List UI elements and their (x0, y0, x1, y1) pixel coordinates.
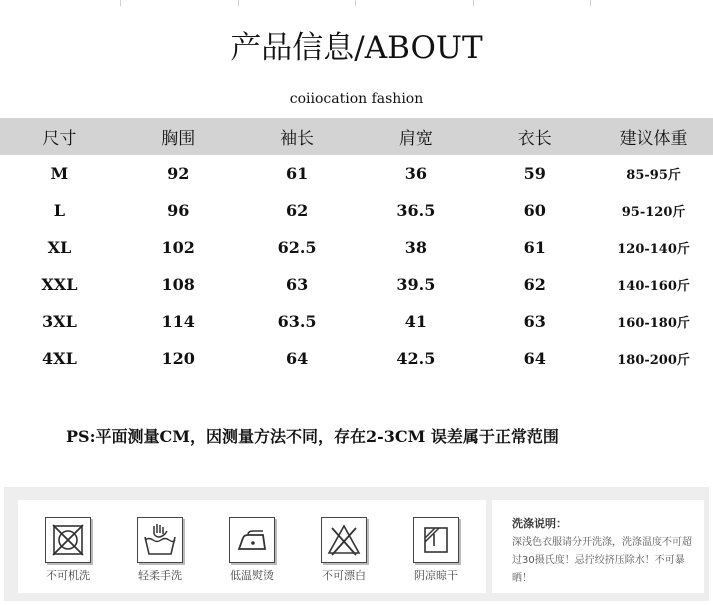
cell-chest: 120 (161, 349, 195, 368)
cell-sleeve: 64 (285, 349, 309, 368)
cell-size: 4XL (42, 349, 77, 368)
no-bleach-icon (321, 517, 367, 563)
cell-shoulder: 36.5 (396, 201, 436, 220)
header-size: 尺寸 (0, 118, 119, 155)
cell-chest: 96 (167, 201, 190, 220)
cell-shoulder: 41 (404, 312, 428, 331)
care-item-no-bleach (304, 517, 384, 583)
cell-weight: 95-120斤 (621, 205, 686, 220)
care-item-low-iron (212, 517, 292, 583)
table-row (0, 303, 713, 340)
care-text-box (492, 500, 704, 593)
cell-size: M (50, 164, 69, 183)
table-row (0, 155, 713, 192)
cell-sleeve: 63.5 (277, 312, 317, 331)
header-shoulder: 肩宽 (356, 118, 475, 155)
cell-size: XXL (41, 275, 78, 294)
table-header-row (0, 118, 713, 155)
table-row (0, 340, 713, 377)
table-row (0, 266, 713, 303)
cell-sleeve: 63 (285, 275, 309, 294)
header-length: 衣长 (475, 118, 594, 155)
cell-shoulder: 42.5 (396, 349, 436, 368)
cell-chest: 108 (161, 275, 195, 294)
cell-length: 59 (523, 164, 546, 183)
brand-subtitle: coiiocation fashion (289, 91, 424, 107)
cell-chest: 114 (161, 312, 195, 331)
care-icons-box (18, 500, 486, 593)
cell-sleeve: 62 (285, 201, 309, 220)
cell-chest: 102 (161, 238, 195, 257)
shade-dry-icon (413, 517, 459, 563)
table-row (0, 229, 713, 266)
cell-shoulder: 36 (404, 164, 428, 183)
cell-size: 3XL (42, 312, 77, 331)
cell-chest: 92 (167, 164, 190, 183)
cell-weight: 140-160斤 (617, 279, 690, 294)
measurement-note: PS:平面测量CM，因测量方法不同，存在2-3CM 误差属于正常范围 (66, 427, 559, 446)
cell-sleeve: 62.5 (277, 238, 317, 257)
no-machine-wash-icon (45, 517, 91, 563)
cell-sleeve: 61 (285, 164, 309, 183)
header-weight: 建议体重 (594, 118, 713, 155)
cell-weight: 180-200斤 (617, 353, 690, 368)
cell-length: 60 (523, 201, 546, 220)
care-item-shade-dry (396, 517, 476, 583)
header-sleeve: 袖长 (238, 118, 357, 155)
cell-shoulder: 39.5 (396, 275, 436, 294)
hand-wash-icon (137, 517, 183, 563)
cell-shoulder: 38 (404, 238, 428, 257)
cell-weight: 85-95斤 (626, 168, 681, 183)
header-chest: 胸围 (119, 118, 238, 155)
size-table (0, 118, 713, 377)
cell-weight: 160-180斤 (617, 316, 690, 331)
top-decoration (0, 0, 713, 8)
care-panel (4, 487, 709, 601)
care-item-no-machine-wash (28, 517, 108, 583)
cell-length: 62 (523, 275, 546, 294)
cell-length: 61 (523, 238, 546, 257)
cell-length: 63 (523, 312, 546, 331)
care-label: 不可漂白 (322, 569, 366, 582)
cell-length: 64 (523, 349, 546, 368)
page-title: 产品信息/ABOUT (230, 30, 483, 66)
care-label: 轻柔手洗 (138, 569, 182, 582)
cell-size: XL (47, 238, 72, 257)
low-iron-icon (229, 517, 275, 563)
cell-weight: 120-140斤 (617, 242, 690, 257)
care-text-body: 深浅色衣服请分开洗涤，洗涤温度不可超过30摄氏度！忌拧绞挤压除水！不可暴晒！ (512, 537, 692, 584)
care-text-title: 洗涤说明： (512, 517, 567, 530)
table-row (0, 192, 713, 229)
care-label: 阴凉晾干 (414, 569, 458, 582)
care-label: 低温熨烫 (230, 569, 274, 582)
cell-size: L (53, 201, 66, 220)
care-item-hand-wash (120, 517, 200, 583)
care-label: 不可机洗 (46, 569, 90, 582)
